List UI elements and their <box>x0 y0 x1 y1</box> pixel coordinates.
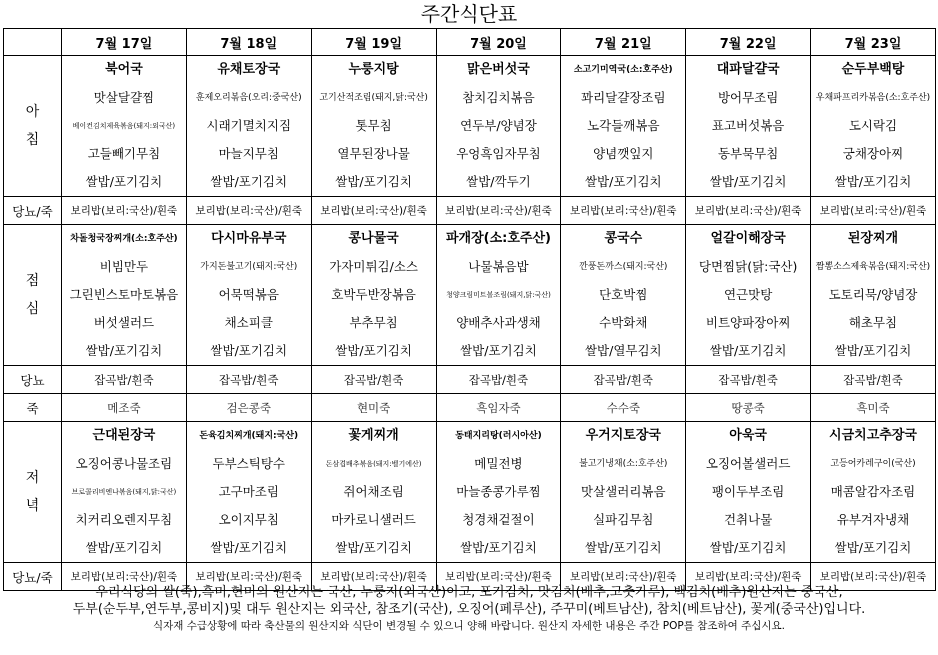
menu-item: 연근맛탕 <box>723 287 773 302</box>
weekly-menu-table <box>3 28 936 591</box>
menu-items <box>312 422 436 562</box>
main-dish: 누룽지탕 <box>348 62 399 77</box>
menu-item: 쌀밥/포기김치 <box>834 343 912 358</box>
menu-item: 쌀밥/포기김치 <box>584 540 662 555</box>
menu-item: 쌀밥/포기김치 <box>210 540 288 555</box>
main-dish: 얼갈이해장국 <box>710 231 786 246</box>
breakfast-menu-cell <box>311 56 436 197</box>
menu-item: 고기산적조림(돼지,닭:국산) <box>319 93 428 103</box>
main-dish: 유채토장국 <box>217 62 281 77</box>
menu-item: 팽이두부조림 <box>711 484 785 499</box>
main-dish: 콩국수 <box>604 231 643 246</box>
main-dish: 파개장(소:호주산) <box>445 231 551 246</box>
menu-item: 도시락김 <box>848 118 898 133</box>
menu-item: 쌀밥/포기김치 <box>460 343 537 358</box>
dinner-menu-cell <box>811 422 936 563</box>
breakfast-menu-cell <box>436 56 561 197</box>
lunch-porridge-cell: 흑미죽 <box>811 394 936 422</box>
lunch-porridge-cell: 검은콩죽 <box>186 394 311 422</box>
footer-origin-line-1: 우리식당의 쌀(죽),흑미,현미의 원산지는 국산, 누룽지(외국산)이고, 포기김치, 맛김치(배추,고춧가루), 백김치(배추)원산지는 중국산, <box>95 585 843 600</box>
breakfast-diabetes-porridge-row <box>4 197 936 225</box>
menu-item: 고들빼기무침 <box>87 146 161 161</box>
menu-item: 해초무침 <box>848 315 898 330</box>
dinner-menu-cell <box>561 422 686 563</box>
menu-items <box>686 56 810 196</box>
lunch-diabetes-row <box>4 366 936 394</box>
lunch-diabetes-cell: 잡곡밥/흰죽 <box>186 366 311 394</box>
lunch-porridge-cell: 메조죽 <box>62 394 187 422</box>
menu-item: 쌀밥/포기김치 <box>584 174 662 189</box>
menu-item: 청경채겉절이 <box>462 512 535 527</box>
menu-items <box>187 422 311 562</box>
lunch-menu-cell <box>186 225 311 366</box>
breakfast-menu-cell <box>811 56 936 197</box>
footer-origin-line-2: 두부(순두부,연두부,콩비지)및 대두 원산지는 외국산, 참조기(국산), 오징어(페루산), 주꾸미(베트남산), 참치(베트남산), 꽃게(중국산)입니다. <box>72 602 866 617</box>
lunch-porridge-cell: 수수죽 <box>561 394 686 422</box>
breakfast-diabetes-porridge-cell: 보리밥(보리:국산)/흰죽 <box>686 197 811 225</box>
menu-item: 쌀밥/포기김치 <box>709 343 787 358</box>
day-header: 7월 23일 <box>811 29 936 56</box>
menu-item: 방어무조림 <box>717 90 779 105</box>
menu-item: 쌀밥/포기김치 <box>335 174 412 189</box>
menu-item: 메밀전병 <box>474 456 523 471</box>
lunch-menu-cell <box>311 225 436 366</box>
lunch-label: 점 심 <box>4 225 62 366</box>
lunch-diabetes-label: 당뇨 <box>4 366 62 394</box>
menu-item: 양념깻잎지 <box>593 146 654 161</box>
menu-item: 쥐어채조림 <box>343 484 404 499</box>
dinner-row <box>4 422 936 563</box>
menu-item: 깐풍돈까스(돼지:국산) <box>579 262 668 272</box>
corner-cell <box>4 29 62 56</box>
lunch-menu-cell <box>686 225 811 366</box>
lunch-menu-cell <box>811 225 936 366</box>
menu-item: 청양크림미트볼조림(돼지,닭:국산) <box>446 291 551 299</box>
menu-item: 쌀밥/포기김치 <box>709 540 787 555</box>
menu-item: 양배추사과생채 <box>456 315 541 330</box>
menu-items <box>312 56 436 196</box>
lunch-diabetes-cell: 잡곡밥/흰죽 <box>311 366 436 394</box>
menu-item: 톳무침 <box>355 118 392 133</box>
dinner-diabetes-porridge-cell: 보리밥(보리:국산)/흰죽 <box>311 563 436 591</box>
menu-item: 쌀밥/포기김치 <box>834 540 912 555</box>
lunch-diabetes-cell: 잡곡밥/흰죽 <box>561 366 686 394</box>
menu-item: 치커리오렌지무침 <box>75 512 173 527</box>
menu-item: 맛살달걀찜 <box>93 90 155 105</box>
menu-item: 표고버섯볶음 <box>711 118 785 133</box>
menu-item: 나물볶음밥 <box>468 259 529 274</box>
menu-item: 동부묵무침 <box>717 146 779 161</box>
breakfast-diabetes-porridge-cell: 보리밥(보리:국산)/흰죽 <box>62 197 187 225</box>
menu-items <box>437 422 561 562</box>
main-dish: 시금치고추장국 <box>829 428 917 443</box>
menu-item: 고등어카레구이(국산) <box>830 459 916 469</box>
menu-item: 쌀밥/포기김치 <box>335 343 412 358</box>
lunch-porridge-cell: 현미죽 <box>311 394 436 422</box>
menu-item: 꽈리달걀장조림 <box>581 90 666 105</box>
menu-item: 버섯샐러드 <box>93 315 155 330</box>
menu-item: 브로콜리비엔나볶음(돼지,닭:국산) <box>71 488 177 496</box>
menu-item: 우엉흑임자무침 <box>456 146 541 161</box>
dinner-diabetes-porridge-cell: 보리밥(보리:국산)/흰죽 <box>186 563 311 591</box>
menu-item: 짬뽕소스제육볶음(돼지:국산) <box>815 262 931 272</box>
main-dish: 대파달걀국 <box>716 62 780 77</box>
lunch-diabetes-cell: 잡곡밥/흰죽 <box>686 366 811 394</box>
main-dish: 근대된장국 <box>92 428 156 443</box>
footer-change-notice: 식자재 수급상황에 따라 축산물의 원산지와 식단이 변경될 수 있으니 양해 바랍니다. 원산지 자세한 내용은 주간 POP를 참조하여 주십시요. <box>152 620 786 632</box>
dinner-menu-cell <box>186 422 311 563</box>
menu-item: 돈삼겹배추볶음(돼지:벨기에산) <box>325 460 422 468</box>
menu-items <box>437 225 561 365</box>
menu-item: 시래기멸치지짐 <box>206 118 292 133</box>
menu-item: 마늘종콩가루찜 <box>456 484 541 499</box>
menu-item: 수박화채 <box>599 315 648 330</box>
breakfast-diabetes-porridge-label: 당뇨/죽 <box>4 197 62 225</box>
menu-item: 가지돈불고기(돼지:국산) <box>200 262 298 272</box>
menu-items <box>811 225 935 365</box>
dinner-menu-cell <box>436 422 561 563</box>
menu-item: 마카로니샐러드 <box>331 512 416 527</box>
main-dish: 된장찌개 <box>847 231 899 246</box>
lunch-menu-cell <box>561 225 686 366</box>
main-dish: 콩나물국 <box>348 231 399 246</box>
footer-notice <box>0 584 938 635</box>
menu-item: 연두부/양념장 <box>460 118 537 133</box>
menu-items <box>811 56 935 196</box>
menu-item: 쌀밥/포기김치 <box>210 343 288 358</box>
menu-item: 훈제오리볶음(오리:중국산) <box>195 93 302 103</box>
menu-item: 불고기냉채(소:호주산) <box>579 459 668 469</box>
breakfast-row <box>4 56 936 197</box>
lunch-diabetes-cell: 잡곡밥/흰죽 <box>436 366 561 394</box>
menu-item: 단호박찜 <box>599 287 648 302</box>
menu-item: 오이지무침 <box>218 512 279 527</box>
day-header: 7월 19일 <box>311 29 436 56</box>
menu-item: 고구마조림 <box>218 484 279 499</box>
menu-item: 쌀밥/포기김치 <box>335 540 412 555</box>
main-dish: 차돌청국장찌개(소:호주산) <box>70 234 178 244</box>
day-header: 7월 20일 <box>436 29 561 56</box>
page-title: 주간식단표 <box>420 2 518 26</box>
day-header: 7월 22일 <box>686 29 811 56</box>
menu-item: 쌀밥/열무김치 <box>584 343 662 358</box>
menu-items <box>312 225 436 365</box>
menu-item: 어묵떡볶음 <box>218 287 279 302</box>
menu-item: 쌀밥/포기김치 <box>709 174 787 189</box>
menu-item: 쌀밥/포기김치 <box>85 174 163 189</box>
menu-item: 비빔만두 <box>99 259 149 274</box>
menu-item: 맛살샐러리볶음 <box>581 484 666 499</box>
menu-items <box>561 56 685 196</box>
menu-item: 두부스틱탕수 <box>212 456 285 471</box>
main-dish: 아욱국 <box>729 428 767 443</box>
menu-item: 건취나물 <box>723 512 773 527</box>
menu-item: 가자미튀김/소스 <box>329 259 418 274</box>
menu-items <box>811 422 935 562</box>
main-dish: 소고기미역국(소:호주산) <box>573 65 673 75</box>
breakfast-diabetes-porridge-cell: 보리밥(보리:국산)/흰죽 <box>811 197 936 225</box>
dinner-menu-cell <box>62 422 187 563</box>
menu-item: 쌀밥/포기김치 <box>460 540 537 555</box>
day-header: 7월 17일 <box>62 29 187 56</box>
breakfast-diabetes-porridge-cell: 보리밥(보리:국산)/흰죽 <box>311 197 436 225</box>
menu-item: 베이컨김치제육볶음(돼지:외국산) <box>72 122 176 130</box>
menu-item: 우채파프리카볶음(소:호주산) <box>815 93 931 103</box>
dinner-diabetes-porridge-cell: 보리밥(보리:국산)/흰죽 <box>686 563 811 591</box>
lunch-porridge-cell: 흑임자죽 <box>436 394 561 422</box>
menu-item: 유부겨자냉채 <box>836 512 910 527</box>
breakfast-menu-cell <box>62 56 187 197</box>
menu-items <box>437 56 561 196</box>
menu-items <box>187 56 311 196</box>
menu-item: 노각들깨볶음 <box>587 118 660 133</box>
main-dish: 동태지리탕(러시아산) <box>455 431 542 441</box>
menu-item: 열무된장나물 <box>337 146 410 161</box>
main-dish: 북어국 <box>105 62 143 77</box>
menu-item: 마늘지무침 <box>218 146 279 161</box>
main-dish: 순두부백탕 <box>841 62 905 77</box>
day-header: 7월 21일 <box>561 29 686 56</box>
menu-item: 오징어볼샐러드 <box>705 456 791 471</box>
menu-item: 참치김치볶음 <box>462 90 535 105</box>
menu-items <box>561 422 685 562</box>
main-dish: 돈육김치찌개(돼지:국산) <box>199 431 299 441</box>
main-dish: 다시마유부국 <box>211 231 287 246</box>
menu-item: 호박두반장볶음 <box>331 287 416 302</box>
breakfast-diabetes-porridge-cell: 보리밥(보리:국산)/흰죽 <box>436 197 561 225</box>
lunch-menu-cell <box>436 225 561 366</box>
menu-item: 쌀밥/포기김치 <box>85 540 163 555</box>
main-dish: 꽃게찌개 <box>348 428 399 443</box>
menu-items <box>62 56 186 196</box>
menu-item: 쌀밥/포기김치 <box>210 174 288 189</box>
menu-item: 쌀밥/포기김치 <box>834 174 912 189</box>
dinner-diabetes-porridge-cell: 보리밥(보리:국산)/흰죽 <box>811 563 936 591</box>
menu-items <box>686 422 810 562</box>
menu-items <box>561 225 685 365</box>
menu-item: 채소피클 <box>224 315 273 330</box>
breakfast-menu-cell <box>186 56 311 197</box>
menu-item: 부추무침 <box>349 315 398 330</box>
dinner-diabetes-porridge-label: 당뇨/죽 <box>4 563 62 591</box>
breakfast-menu-cell <box>686 56 811 197</box>
lunch-porridge-label: 죽 <box>4 394 62 422</box>
menu-item: 쌀밥/포기김치 <box>85 343 163 358</box>
lunch-porridge-row <box>4 394 936 422</box>
menu-item: 궁채장아찌 <box>842 146 904 161</box>
lunch-porridge-cell: 땅콩죽 <box>686 394 811 422</box>
dinner-menu-cell <box>311 422 436 563</box>
menu-item: 도토리묵/양념장 <box>828 287 918 302</box>
menu-item: 매콤알감자조림 <box>830 484 916 499</box>
main-dish: 맑은버섯국 <box>467 62 530 77</box>
menu-items <box>686 225 810 365</box>
lunch-diabetes-cell: 잡곡밥/흰죽 <box>811 366 936 394</box>
breakfast-menu-cell <box>561 56 686 197</box>
lunch-diabetes-cell: 잡곡밥/흰죽 <box>62 366 187 394</box>
menu-items <box>62 422 186 562</box>
menu-item: 쌀밥/깍두기 <box>466 174 531 189</box>
dinner-menu-cell <box>686 422 811 563</box>
menu-item: 오징어콩나물조림 <box>75 456 173 471</box>
day-header: 7월 18일 <box>186 29 311 56</box>
menu-item: 그린빈스토마토볶음 <box>69 287 179 302</box>
menu-item: 실파김무침 <box>593 512 654 527</box>
lunch-menu-cell <box>62 225 187 366</box>
lunch-row <box>4 225 936 366</box>
header-row <box>4 29 936 56</box>
dinner-diabetes-porridge-cell: 보리밥(보리:국산)/흰죽 <box>561 563 686 591</box>
main-dish: 우거지토장국 <box>585 428 661 443</box>
breakfast-diabetes-porridge-cell: 보리밥(보리:국산)/흰죽 <box>561 197 686 225</box>
menu-item: 비트양파장아찌 <box>705 315 791 330</box>
breakfast-label: 아 침 <box>4 56 62 197</box>
menu-item: 당면찜닭(닭:국산) <box>698 259 798 274</box>
menu-items <box>62 225 186 365</box>
dinner-label: 저 녁 <box>4 422 62 563</box>
dinner-diabetes-porridge-cell: 보리밥(보리:국산)/흰죽 <box>436 563 561 591</box>
dinner-diabetes-porridge-cell: 보리밥(보리:국산)/흰죽 <box>62 563 187 591</box>
menu-items <box>187 225 311 365</box>
breakfast-diabetes-porridge-cell: 보리밥(보리:국산)/흰죽 <box>186 197 311 225</box>
